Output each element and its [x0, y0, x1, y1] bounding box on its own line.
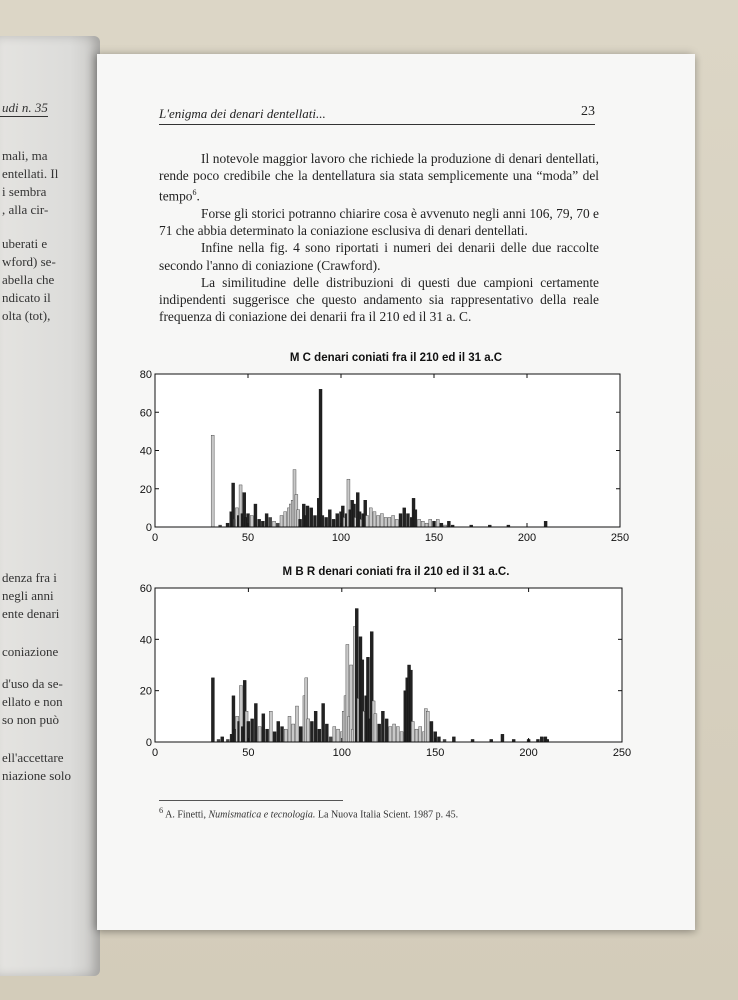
bar	[321, 516, 324, 527]
bar	[211, 678, 214, 742]
left-page-line: denza fra i	[2, 570, 57, 585]
bar	[544, 521, 547, 527]
bar	[392, 516, 395, 527]
y-tick-label: 40	[139, 445, 152, 458]
bar	[369, 508, 372, 527]
bar	[258, 519, 261, 527]
bar	[310, 721, 313, 742]
paragraph	[159, 150, 599, 205]
left-page-line: niazione solo	[2, 768, 71, 783]
bar	[373, 512, 376, 527]
left-page-header: udi n. 35	[2, 100, 48, 115]
bar	[306, 506, 309, 527]
bar	[254, 504, 257, 527]
bar	[403, 508, 406, 527]
left-page-line: coniazione	[2, 644, 59, 659]
left-page-line: ell'accettare	[2, 750, 64, 765]
running-title: L'enigma dei denari dentellati...	[159, 106, 326, 121]
bar	[269, 517, 272, 527]
left-page-line: d'uso da se-	[2, 676, 63, 691]
bar	[501, 734, 504, 742]
bar	[419, 727, 422, 742]
bar	[429, 519, 432, 527]
bar	[299, 519, 302, 527]
left-page-line: negli anni	[2, 588, 54, 603]
bar	[211, 435, 214, 527]
y-tick-label: 0	[145, 737, 152, 749]
bar	[389, 727, 392, 742]
bar	[437, 737, 440, 742]
bar	[414, 510, 417, 527]
x-tick-label: 100	[331, 532, 351, 544]
x-tick-label: 200	[517, 532, 537, 544]
footnote-title: Numismatica e tecnologia.	[208, 809, 316, 821]
y-tick-label: 20	[139, 685, 152, 698]
bar	[262, 714, 265, 742]
x-tick-label: 150	[424, 532, 444, 544]
bar	[380, 514, 383, 527]
left-page-line: ndicato il	[2, 290, 51, 305]
bar	[332, 519, 335, 527]
x-tick-label: 50	[242, 747, 255, 759]
bar	[325, 517, 328, 527]
left-page-line: mali, ma	[2, 148, 48, 163]
bar	[400, 732, 403, 742]
bar	[226, 523, 229, 527]
bar	[421, 521, 424, 527]
y-tick-label: 20	[139, 483, 152, 496]
left-page-edge	[0, 36, 100, 976]
bar	[366, 516, 369, 527]
chart-title: M B R denari coniati fra il 210 ed il 31 a.C.	[282, 566, 510, 578]
bar	[393, 724, 396, 742]
footnote	[159, 806, 599, 820]
bar	[292, 724, 295, 742]
y-tick-label: 40	[139, 634, 152, 647]
left-page-line: , alla cir-	[2, 202, 49, 217]
bar	[540, 737, 543, 742]
left-page-line: i sembra	[2, 184, 47, 199]
bar	[266, 729, 269, 742]
bar	[318, 729, 321, 742]
bar	[425, 523, 428, 527]
bar	[388, 517, 391, 527]
left-page-line: olta (tot),	[2, 308, 51, 323]
body-text	[159, 150, 599, 326]
bar	[396, 727, 399, 742]
bar	[395, 519, 398, 527]
paragraph-text: Il notevole maggior lavoro che richiede la produzione di denari dentellati, rende poco credibile che la dentellatura sia stata semplicemente una “moda” del tempo	[159, 151, 599, 204]
footnote-rule	[159, 800, 343, 801]
left-page-line: wford) se-	[2, 254, 56, 269]
bar	[336, 514, 339, 527]
plot-area	[155, 374, 620, 527]
histogram-chart-mbr	[97, 582, 695, 772]
bar	[314, 711, 317, 742]
bar	[381, 711, 384, 742]
footnote-ref: 6	[192, 188, 197, 198]
bar	[221, 737, 224, 742]
bar	[325, 724, 328, 742]
bar	[377, 516, 380, 527]
bar	[333, 727, 336, 742]
footnote-number: 6	[159, 806, 164, 815]
bar	[258, 727, 261, 742]
bar	[281, 727, 284, 742]
bar	[269, 711, 272, 742]
bar	[384, 517, 387, 527]
x-tick-label: 0	[151, 747, 159, 759]
bar	[322, 704, 325, 743]
bar	[273, 732, 276, 742]
bar	[299, 727, 302, 742]
paragraph: La similitudine delle distribuzioni di questi due campioni certamente indipendenti suggerisce che questo andamento sia rappresentativo della reale frequenza di coniazione dei denarii fra il 210 ed il 31 a. C.	[159, 274, 599, 325]
bar	[276, 523, 279, 527]
bar	[440, 523, 443, 527]
bar	[329, 737, 332, 742]
x-tick-label: 0	[151, 532, 159, 544]
x-tick-label: 100	[332, 747, 351, 759]
y-tick-label: 60	[139, 583, 152, 595]
y-tick-label: 0	[145, 522, 152, 534]
bar	[406, 514, 409, 527]
x-tick-label: 200	[519, 747, 538, 759]
bar	[254, 704, 257, 743]
bar	[273, 521, 276, 527]
bar	[310, 508, 313, 527]
paragraph: Infine nella fig. 4 sono riportati i numeri dei denarii delle due raccolte secondo l'anno di coniazione (Crawford).	[159, 240, 599, 273]
x-tick-label: 150	[426, 747, 445, 759]
bar	[415, 729, 418, 742]
bar	[295, 706, 298, 742]
bar	[452, 737, 455, 742]
left-page-line: abella che	[2, 272, 55, 287]
footnote-rest: La Nuova Italia Scient. 1987 p. 45.	[317, 809, 459, 821]
book-page	[97, 54, 695, 930]
bar	[374, 714, 377, 742]
plot-area	[155, 588, 622, 742]
bar	[284, 729, 287, 742]
bar	[280, 516, 283, 527]
bar	[430, 721, 433, 742]
y-tick-label: 80	[139, 369, 152, 381]
footnote-author: A. Finetti,	[165, 809, 206, 821]
bar	[426, 711, 429, 742]
bar	[261, 521, 264, 527]
paragraph-end: .	[196, 188, 200, 204]
left-page-line: so non può	[2, 712, 60, 727]
chart-title: M C denari coniati fra il 210 ed il 31 a.C	[289, 352, 503, 364]
bar	[288, 716, 291, 742]
running-head	[159, 104, 595, 125]
y-tick-label: 60	[139, 407, 152, 420]
left-page-line: entellati. Il	[2, 166, 59, 181]
bar	[378, 724, 381, 742]
bar	[277, 721, 280, 742]
histogram-chart-mc	[97, 366, 695, 556]
left-page-header-rule	[0, 116, 48, 117]
bar	[385, 719, 388, 742]
bar	[250, 516, 253, 527]
x-tick-label: 50	[241, 532, 255, 544]
bar	[307, 719, 310, 742]
bar	[399, 514, 402, 527]
bar	[313, 516, 316, 527]
left-page-line: ellato e non	[2, 694, 63, 709]
bar	[447, 521, 450, 527]
bar	[328, 510, 331, 527]
bar	[265, 514, 268, 527]
bar	[284, 512, 287, 527]
paragraph: Forse gli storici potranno chiarire cosa è avvenuto negli anni 106, 79, 70 e 71 che abbia determinato la coniazione esclusiva di denari dentellati.	[159, 206, 599, 239]
bar	[411, 721, 414, 742]
left-page-line: uberati e	[2, 236, 48, 251]
bar	[251, 719, 254, 742]
bar	[436, 519, 439, 527]
bar	[337, 729, 340, 742]
bar	[319, 389, 322, 527]
left-page-line: ente denari	[2, 606, 60, 621]
x-tick-label: 250	[610, 532, 630, 544]
bar	[418, 519, 421, 527]
x-tick-label: 250	[612, 747, 632, 759]
page-number: 23	[581, 104, 595, 119]
